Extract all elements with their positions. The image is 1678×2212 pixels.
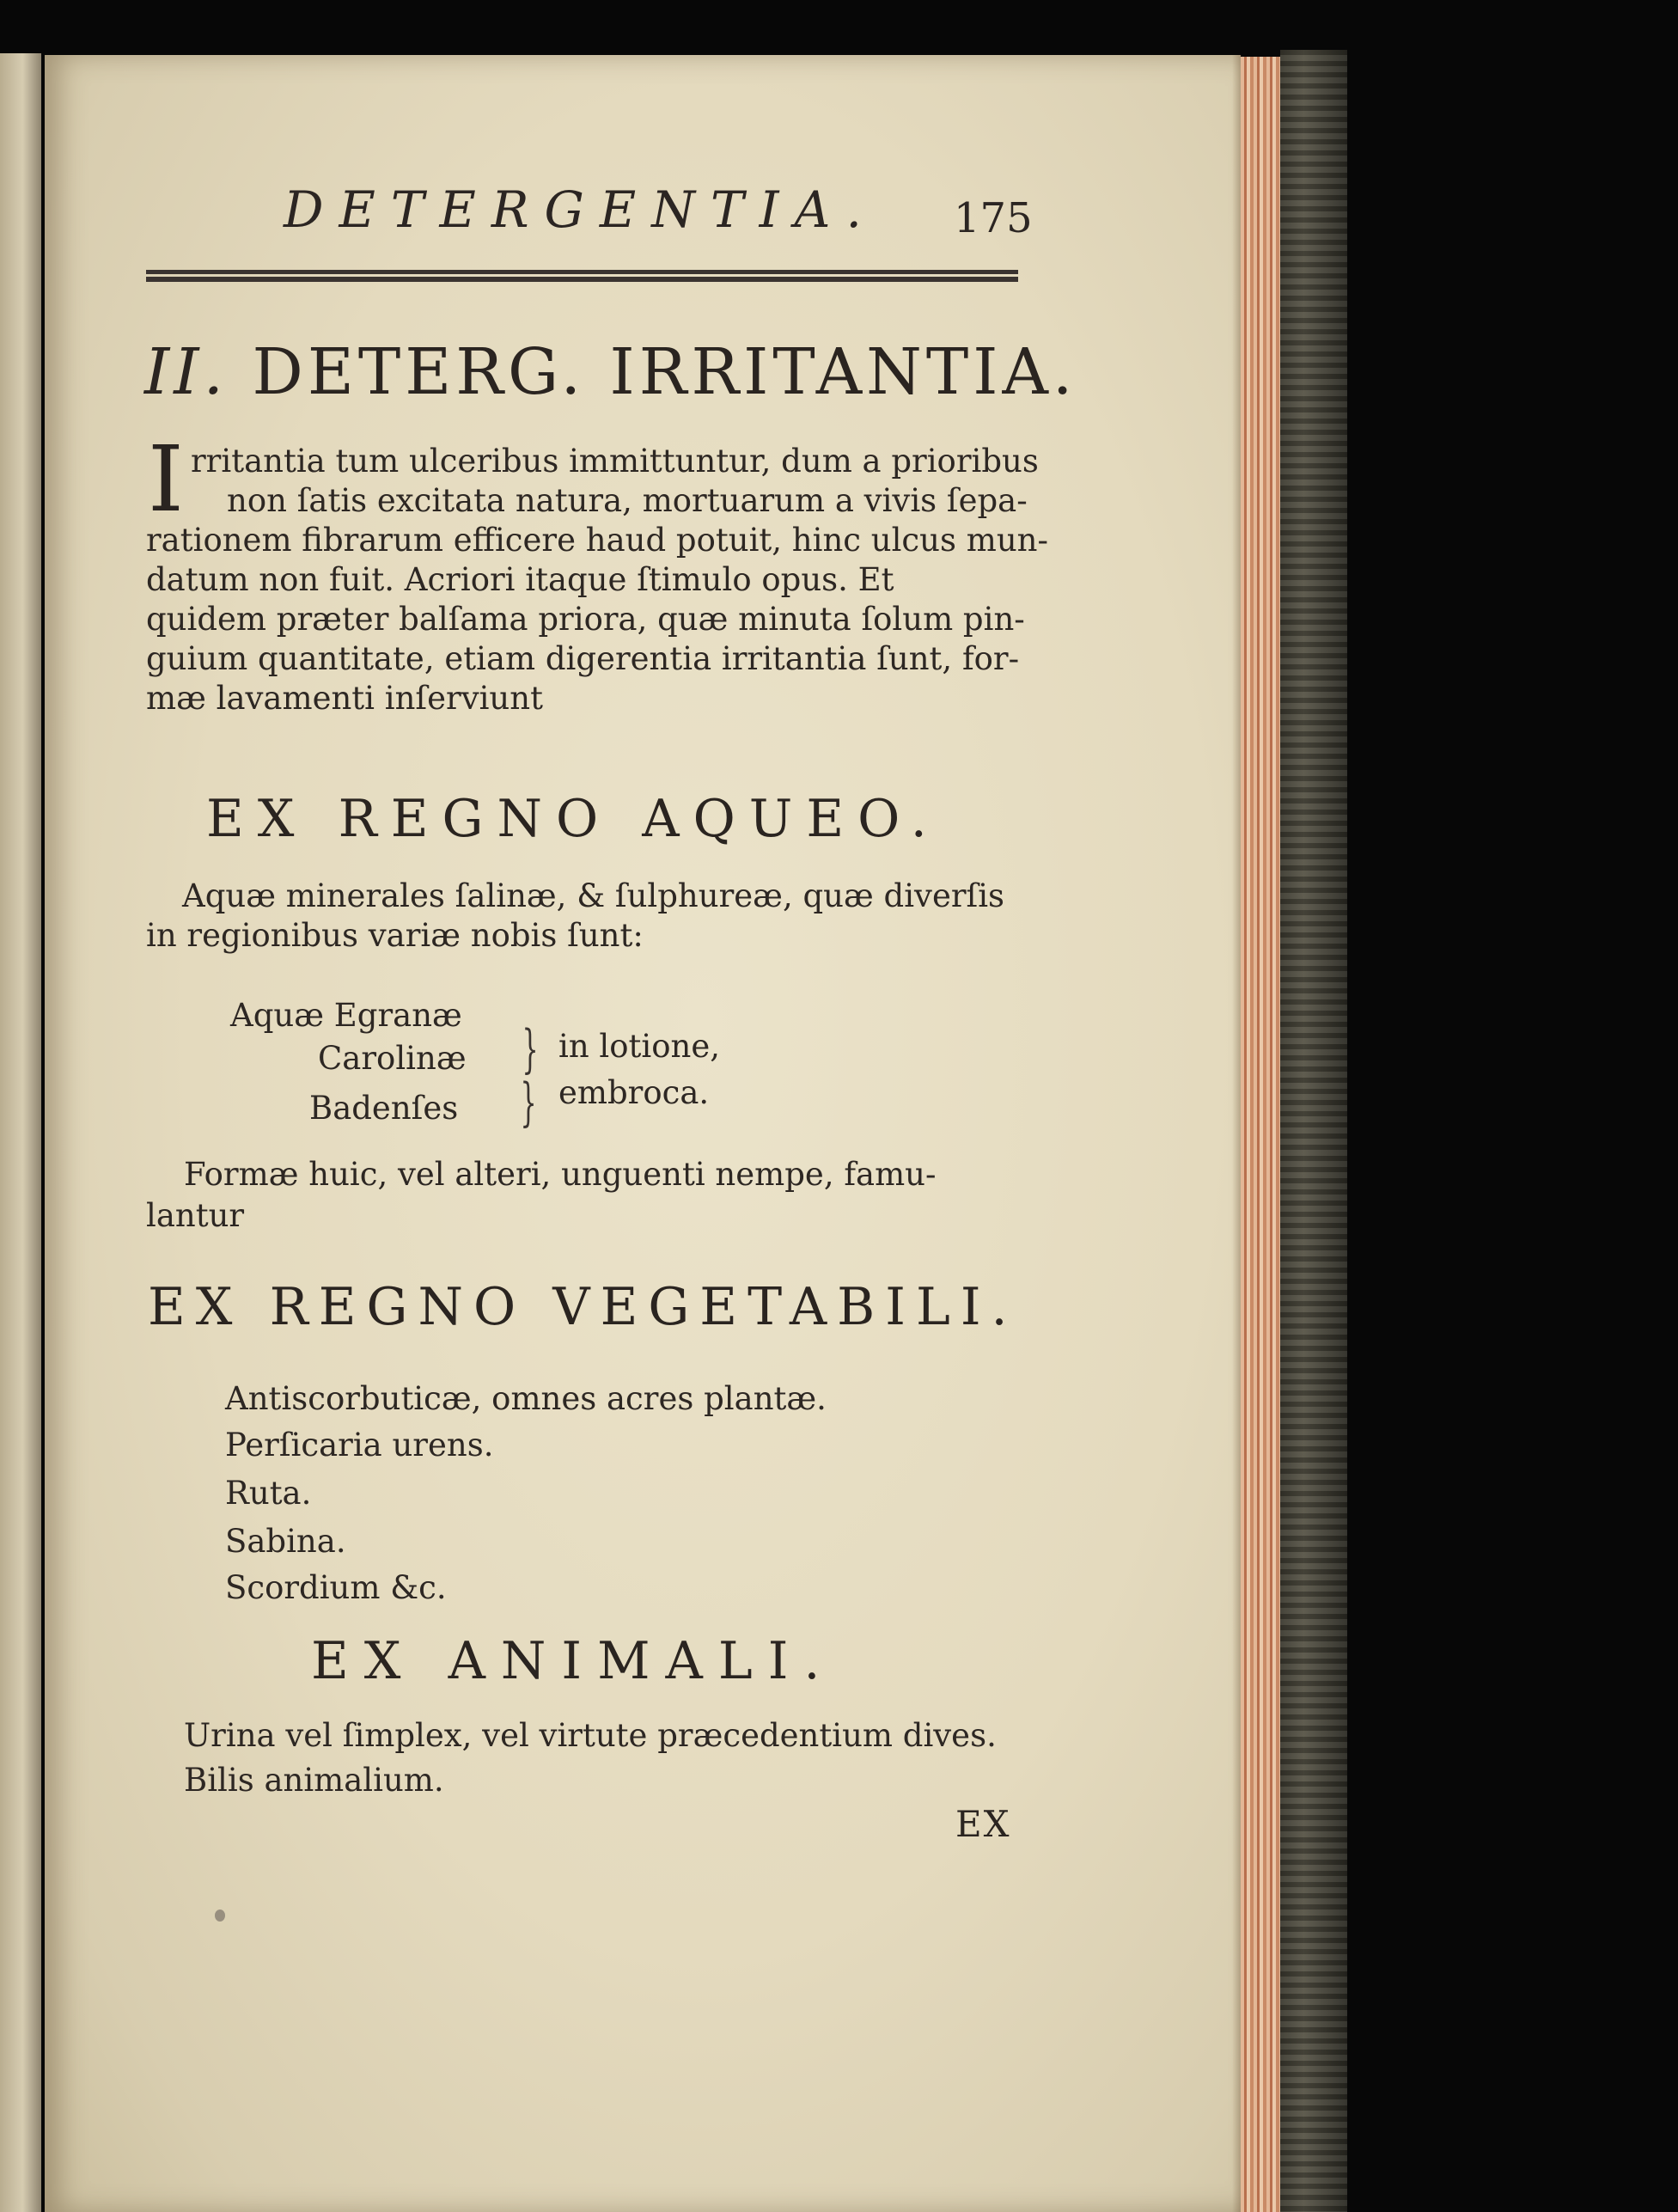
catchword: EX [955, 1803, 1011, 1845]
plant-item: Antiscorbuticæ, omnes acres plantæ. [225, 1380, 827, 1417]
aqueo-after-text: Formæ huic, vel alteri, unguenti nempe, famu- [184, 1156, 937, 1193]
heading-regno-vegetabili: EX REGNO VEGETABILI. [148, 1277, 1018, 1337]
water-carolinae: Carolinæ [318, 1040, 467, 1077]
aqueo-after-1 [184, 1155, 937, 1195]
aqueo-after-2 [146, 1196, 244, 1236]
aqueo-text: Aquæ minerales ſalinæ, & ſulphureæ, quæ diverſis [182, 877, 1005, 914]
page-edges [1237, 57, 1282, 2212]
drop-capital: I [148, 426, 184, 532]
grouping-brace: } [520, 1072, 537, 1133]
page-number: 175 [954, 194, 1033, 242]
grouping-brace: } [522, 1019, 539, 1079]
plant-item: Sabina. [225, 1523, 346, 1560]
aqueo-text: in regionibus variæ nobis ſunt: [146, 917, 644, 954]
intro-paragraph [180, 442, 1039, 521]
intro-line: datum non fuit. Acriori itaque ſtimulo opus. Et [146, 561, 894, 598]
heading-animali: EX ANIMALI. [311, 1631, 836, 1691]
use-embroca: embroca. [558, 1074, 710, 1111]
animal-item: Bilis animalium. [184, 1762, 444, 1799]
section-number: II. [144, 335, 228, 409]
intro-line: quidem præter balſama priora, quæ minuta ſolum pin- [146, 601, 1025, 638]
running-title: DETERGENTIA. [284, 180, 877, 239]
plant-item: Ruta. [225, 1475, 312, 1512]
paper-spot [215, 1910, 225, 1922]
book-cover-edge [1280, 50, 1347, 2212]
plant-item: Scordium &c. [225, 1569, 447, 1606]
header-rule [146, 270, 1018, 282]
intro-line: rritantia tum ulceribus immittuntur, dum a prioribus [191, 443, 1039, 480]
facing-page-edge [0, 53, 41, 2212]
intro-line: non ſatis excitata natura, mortuarum a vivis ſepa- [227, 482, 1028, 519]
aqueo-text-line-1 [182, 877, 1004, 916]
intro-line: mæ lavamenti inſerviunt [146, 680, 543, 717]
use-lotione: in lotione, [558, 1028, 720, 1065]
intro-line: rationem fibrarum efficere haud potuit, hinc ulcus mun- [146, 522, 1048, 559]
section-heading [144, 335, 1077, 409]
intro-paragraph-cont [146, 521, 1048, 718]
water-egranae: Aquæ Egranæ [230, 997, 462, 1034]
water-badenses: Badenſes [309, 1090, 459, 1127]
heading-regno-aqueo: EX REGNO AQUEO. [206, 789, 941, 849]
section-title: DETERG. IRRITANTIA. [252, 335, 1077, 409]
intro-line: guium quantitate, etiam digerentia irritantia ſunt, for- [146, 640, 1020, 677]
animal-item: Urina vel ſimplex, vel virtute præcedentium dives. [184, 1717, 997, 1754]
plant-item: Perſicaria urens. [225, 1427, 494, 1463]
aqueo-text-line-2 [146, 916, 644, 956]
aqueo-after-text: lantur [146, 1197, 245, 1234]
